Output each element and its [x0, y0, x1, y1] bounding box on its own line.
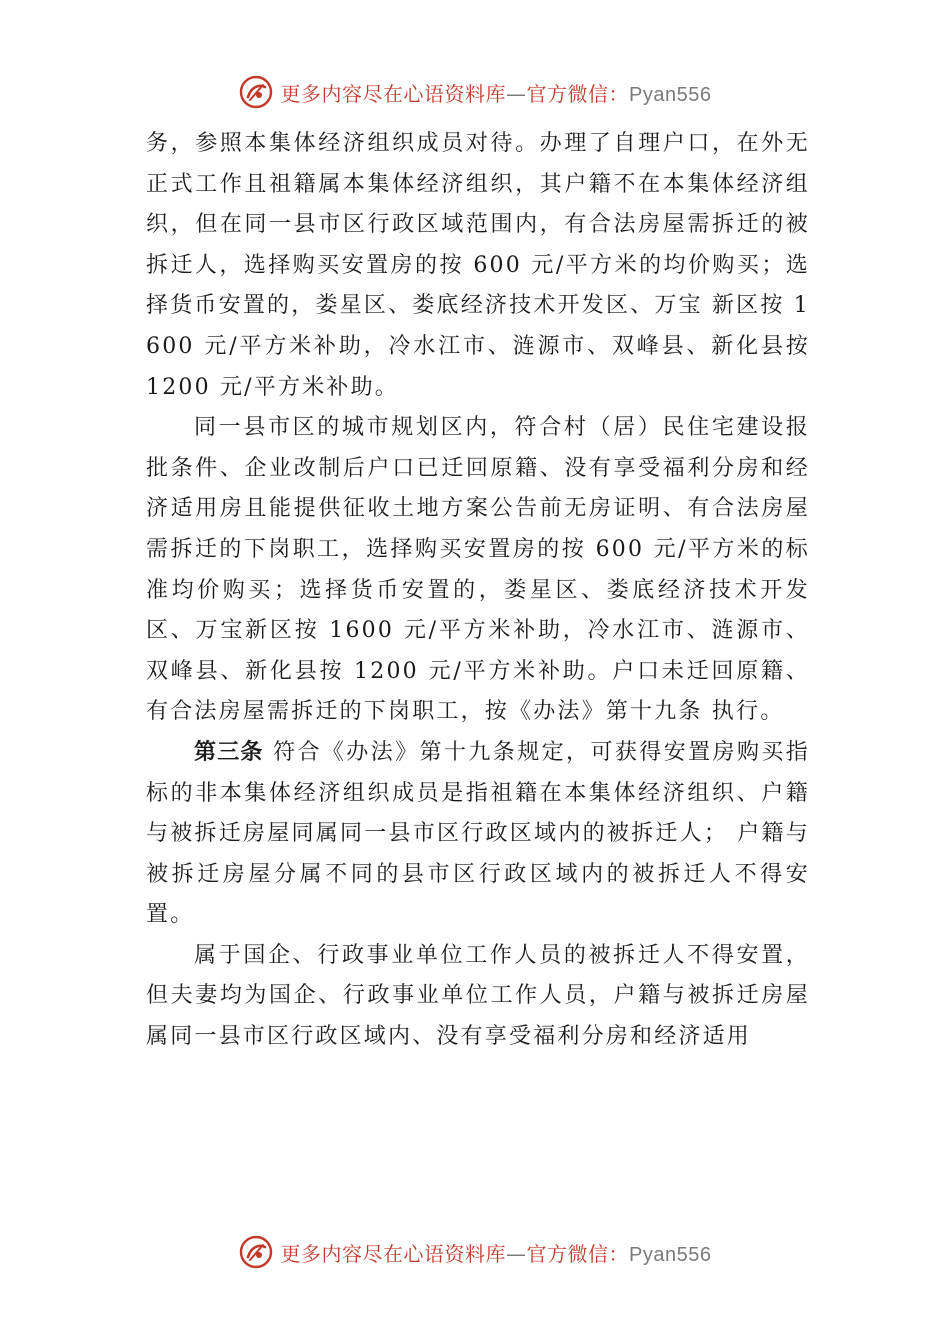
header-brand-text: 更多内容尽在心语资料库 — [280, 81, 507, 106]
header-wechat-handle: Pyan556 — [629, 83, 712, 106]
footer-wechat-label: 官方微信： — [526, 1241, 630, 1266]
paragraph-4: 属于国企、行政事业单位工作人员的被拆迁人不得安置，但夫妻均为国企、行政事业单位工作人员，户籍与被拆迁房屋属同一县市区行政区域内、没有享受福利分房和经济适用 — [146, 942, 810, 1050]
footer-separator: — — [506, 1241, 527, 1266]
brand-logo-icon — [239, 75, 273, 109]
header-wechat-label: 官方微信： — [526, 81, 630, 106]
paragraph-3 — [146, 733, 810, 936]
header-banner — [0, 72, 950, 112]
paragraph-3-text: 符合《办法》第十九条规定，可获得安置房购买指标的非本集体经济组织成员是指祖籍在本集体经济组织、户籍与被拆迁房屋同属同一县市区行政区域内的被拆迁人； 户籍与被拆迁房屋分属不同的县市区行政区域内的被拆迁人不得安置。 — [146, 739, 810, 928]
footer-brand-text: 更多内容尽在心语资料库 — [280, 1241, 507, 1266]
header-text — [281, 78, 712, 107]
paragraph-1: 务，参照本集体经济组织成员对待。办理了自理户口，在外无正式工作且祖籍属本集体经济组织，其户籍不在本集体经济组织，但在同一县市区行政区域范围内，有合法房屋需拆迁的被拆迁人，选择购买安置房的按 600 元/平方米的均价购买；选择货币安置的，娄星区、娄底经济技术开发区、万宝 新区按 1600 元/平方米补助，冷水江市、涟源市、双峰县、新化县按 1200 元/平方米补助。 — [146, 131, 810, 400]
header-separator: — — [506, 81, 527, 106]
footer-banner — [0, 1232, 950, 1272]
paragraph-2: 同一县市区的城市规划区内，符合村（居）民住宅建设报批条件、企业改制后户口已迁回原籍、没有享受福利分房和经济适用房且能提供征收土地方案公告前无房证明、有合法房屋需拆迁的下岗职工，选择购买安置房的按 600 元/平方米的标准均价购买；选择货币安置的，娄星区、娄底经济技术开发区、万宝新区按 1600 元/平方米补助，冷水江市、涟源市、双峰县、新化县按 1200 元/平方米补助。户口未迁回原籍、有合法房屋需拆迁的下岗职工，按《办法》第十九条 执行。 — [146, 415, 810, 725]
article-title: 第三条 — [194, 739, 264, 765]
footer-text — [281, 1238, 712, 1267]
document-body — [146, 124, 810, 1058]
footer-wechat-handle: Pyan556 — [629, 1243, 712, 1266]
brand-logo-icon — [239, 1235, 273, 1269]
